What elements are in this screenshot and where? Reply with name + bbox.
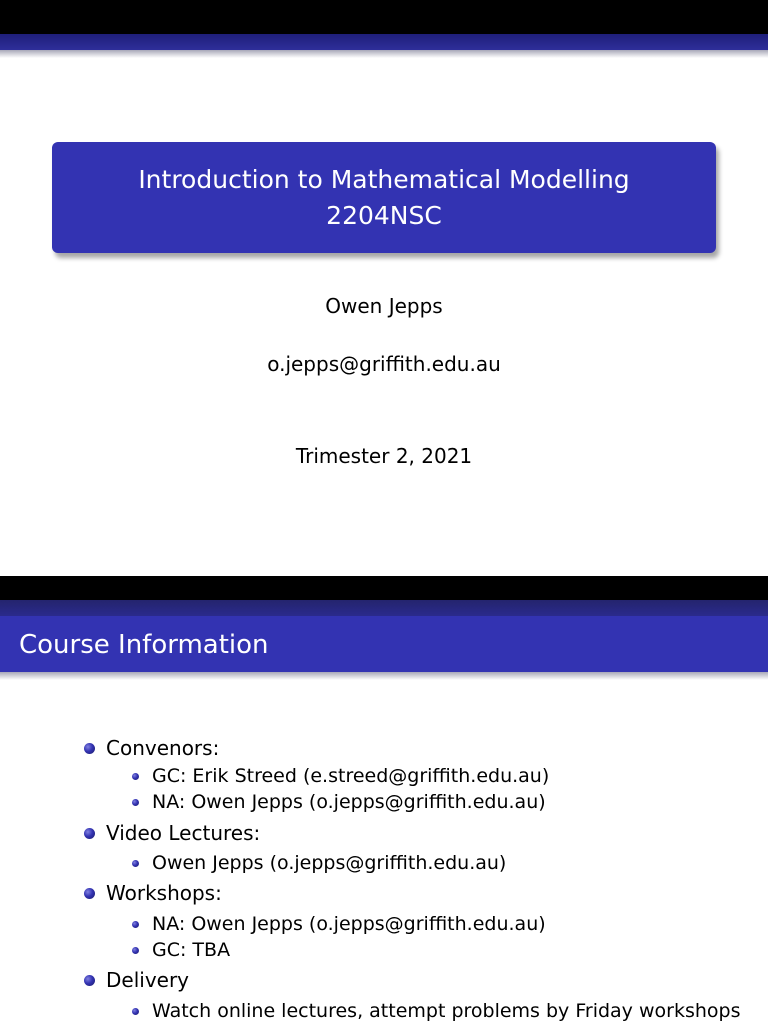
author-name: Owen Jepps: [325, 294, 443, 318]
header-bar-black: [0, 0, 768, 34]
bullet-icon: [132, 799, 139, 806]
header-shadow: [0, 50, 768, 58]
course-info-slide: [0, 576, 768, 1024]
list-item-text: Video Lectures:: [106, 821, 261, 845]
header-bar-blue: [0, 600, 768, 616]
bullet-icon: [132, 921, 139, 928]
list-item-text: Delivery: [106, 968, 190, 992]
presentation-title: Introduction to Mathematical Modelling: [138, 165, 630, 194]
header-bar-blue: [0, 34, 768, 50]
bullet-icon: [132, 773, 139, 780]
list-item-text: GC: Erik Streed (e.streed@griffith.edu.au): [152, 765, 550, 787]
list-item-text: NA: Owen Jepps (o.jepps@griffith.edu.au): [152, 913, 546, 935]
bullet-icon: [84, 828, 95, 839]
frame-title-shadow: [0, 672, 768, 680]
list-item-text: GC: TBA: [152, 939, 231, 961]
presentation-date: Trimester 2, 2021: [295, 444, 473, 468]
frame-title: Course Information: [19, 630, 269, 660]
bullet-icon: [132, 1008, 139, 1015]
bullet-icon: [132, 947, 139, 954]
bullet-icon: [84, 888, 95, 899]
frame-title-bar: [0, 616, 768, 672]
bullet-icon: [84, 975, 95, 986]
bullet-icon: [132, 860, 139, 867]
author-email: o.jepps@griffith.edu.au: [267, 352, 501, 376]
list-item-text: Watch online lectures, attempt problems by Friday workshops: [152, 1000, 741, 1022]
list-item-text: Owen Jepps (o.jepps@griffith.edu.au): [152, 852, 507, 874]
bullet-icon: [84, 743, 95, 754]
title-box: [52, 142, 716, 253]
course-code: 2204NSC: [326, 201, 442, 230]
list-item-text: Convenors:: [106, 736, 220, 760]
list-item-text: Workshops:: [106, 881, 222, 905]
header-bar-black: [0, 576, 768, 600]
list-item-text: NA: Owen Jepps (o.jepps@griffith.edu.au): [152, 791, 546, 813]
